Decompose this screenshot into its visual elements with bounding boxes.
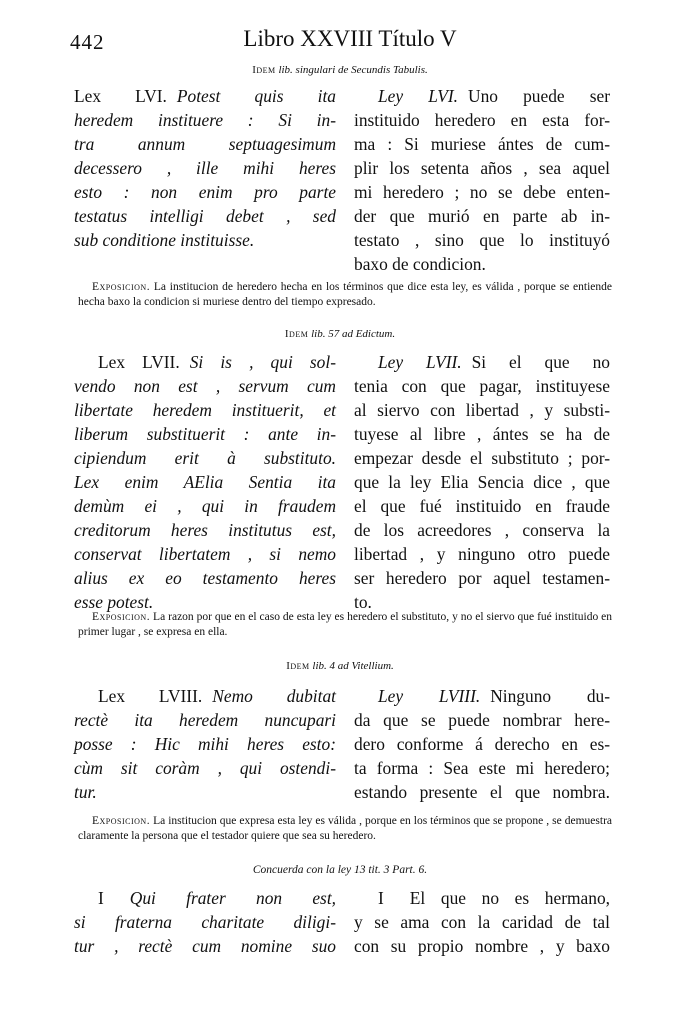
spanish-line: Ley LVI. Uno puede ser xyxy=(378,86,610,106)
exposicion-text: La institucion de heredero hecha en los términos que dice esta ley, es válida , porque se entiende hecha baxo la condicion si muriese dentro del tiempo expresado. xyxy=(78,281,612,308)
latin-line: esse potest. xyxy=(74,592,154,612)
running-title: Libro XXVIII Título V xyxy=(243,26,457,51)
spanish-line: mi heredero ; no se debe enten- xyxy=(354,182,610,202)
latin-line: decessero , ille mihi heres xyxy=(74,158,336,178)
latin-line: liberum substituerit : ante in- xyxy=(74,424,336,444)
spanish-line: al siervo con libertad , y substi- xyxy=(354,400,610,420)
latin-line: tur. xyxy=(74,782,97,802)
exposicion-label: Exposicion. xyxy=(92,611,151,623)
latin-column xyxy=(74,84,336,252)
spanish-line: baxo de condicion. xyxy=(354,254,486,274)
exposicion-label: Exposicion. xyxy=(92,815,151,827)
spanish-line: libertad , y ninguno otro puede xyxy=(354,544,610,564)
spanish-line: ta forma : Sea este mi heredero; xyxy=(354,758,610,778)
exposicion-paragraph xyxy=(78,814,612,844)
spanish-line: empezar desde el substituto ; por- xyxy=(354,448,610,468)
latin-line: demùm ei , qui in fraudem xyxy=(74,496,336,516)
latin-line: conservat libertatem , si nemo xyxy=(74,544,336,564)
latin-line: Lex LVIII. Nemo dubitat xyxy=(98,686,336,706)
page-number: 442 xyxy=(70,30,105,54)
spanish-line: to. xyxy=(354,592,372,612)
spanish-line: testato , sino que lo instituyó xyxy=(354,230,610,250)
latin-line: heredem instituere : Si in- xyxy=(74,110,336,130)
spanish-line: plir los setenta años , sea aquel xyxy=(354,158,610,178)
latin-line: vendo non est , servum cum xyxy=(74,376,336,396)
latin-line: alius ex eo testamento heres xyxy=(74,568,336,588)
latin-line: cipiendum erit à substituto. xyxy=(74,448,336,468)
spanish-line: instituido heredero en esta for- xyxy=(354,110,610,130)
spanish-line: da que se puede nombrar here- xyxy=(354,710,610,730)
source-citation: Idem lib. 57 ad Edictum. xyxy=(284,328,396,340)
latin-line: testatus intelligi debet , sed xyxy=(74,206,336,226)
source-citation: Idem lib. singulari de Secundis Tabulis. xyxy=(252,64,428,76)
spanish-line: de los acreedores , conserva la xyxy=(354,520,610,540)
spanish-line: y se ama con la caridad de tal xyxy=(354,912,610,932)
exposicion-paragraph xyxy=(78,280,612,310)
spanish-line: I El que no es hermano, xyxy=(378,888,610,908)
latin-column xyxy=(74,350,336,614)
exposicion-text: La razon por que en el caso de esta ley es heredero el substituto, y no el siervo que fué instituido en primer lugar , se expresa en ella. xyxy=(78,611,613,638)
spanish-column xyxy=(354,886,610,958)
latin-line: Lex LVI. Potest quis ita xyxy=(74,86,337,106)
latin-line: rectè ita heredem nuncupari xyxy=(74,710,336,730)
exposicion-label: Exposicion. xyxy=(92,281,151,293)
spanish-line: der que murió en parte ab in- xyxy=(354,206,610,226)
latin-line: cùm sit coràm , qui ostendi- xyxy=(74,758,336,778)
spanish-line: que la ley Elia Sencia dice , que xyxy=(354,472,610,492)
latin-line: posse : Hic mihi heres esto: xyxy=(74,734,336,754)
latin-line: tur , rectè cum nomine suo xyxy=(74,936,336,956)
spanish-line: estando presente el que nombra. xyxy=(354,782,610,802)
spanish-column xyxy=(354,684,610,804)
concordance-note: Concuerda con la ley 13 tit. 3 Part. 6. xyxy=(252,864,428,876)
latin-line: Lex LVII. Si is , qui sol- xyxy=(98,352,336,372)
spanish-line: tenia con que pagar, instituyese xyxy=(354,376,610,396)
latin-line: I Qui frater non est, xyxy=(98,888,336,908)
spanish-line: Ley LVIII. Ninguno du- xyxy=(378,686,610,706)
latin-line: sub conditione instituisse. xyxy=(74,230,255,250)
latin-line: Lex enim AElia Sentia ita xyxy=(74,472,336,492)
spanish-line: tuyese al libre , ántes se ha de xyxy=(354,424,610,444)
spanish-line: con su propio nombre , y baxo xyxy=(354,936,610,956)
spanish-line: el que fué instituido en fraude xyxy=(354,496,610,516)
exposicion-paragraph xyxy=(78,610,612,640)
source-citation: Idem lib. 4 ad Vitellium. xyxy=(286,660,394,672)
latin-column xyxy=(74,886,336,958)
spanish-line: ser heredero por aquel testamen- xyxy=(354,568,610,588)
latin-line: creditorum heres institutus est, xyxy=(74,520,336,540)
spanish-line: Ley LVII. Si el que no xyxy=(378,352,610,372)
latin-line: libertate heredem instituerit, et xyxy=(74,400,336,420)
page-header xyxy=(70,26,630,56)
latin-line: tra annum septuagesimum xyxy=(74,134,336,154)
spanish-line: dero conforme á derecho en es- xyxy=(354,734,610,754)
spanish-column xyxy=(354,350,610,614)
exposicion-text: La institucion que expresa esta ley es válida , porque en los términos que se propone , se demuestra claramente la persona que el testador quiere que sea su heredero. xyxy=(78,815,612,842)
latin-line: si fraterna charitate diligi- xyxy=(74,912,336,932)
spanish-line: ma : Si muriese ántes de cum- xyxy=(354,134,610,154)
latin-line: esto : non enim pro parte xyxy=(74,182,336,202)
spanish-column xyxy=(354,84,610,276)
latin-column xyxy=(74,684,336,804)
